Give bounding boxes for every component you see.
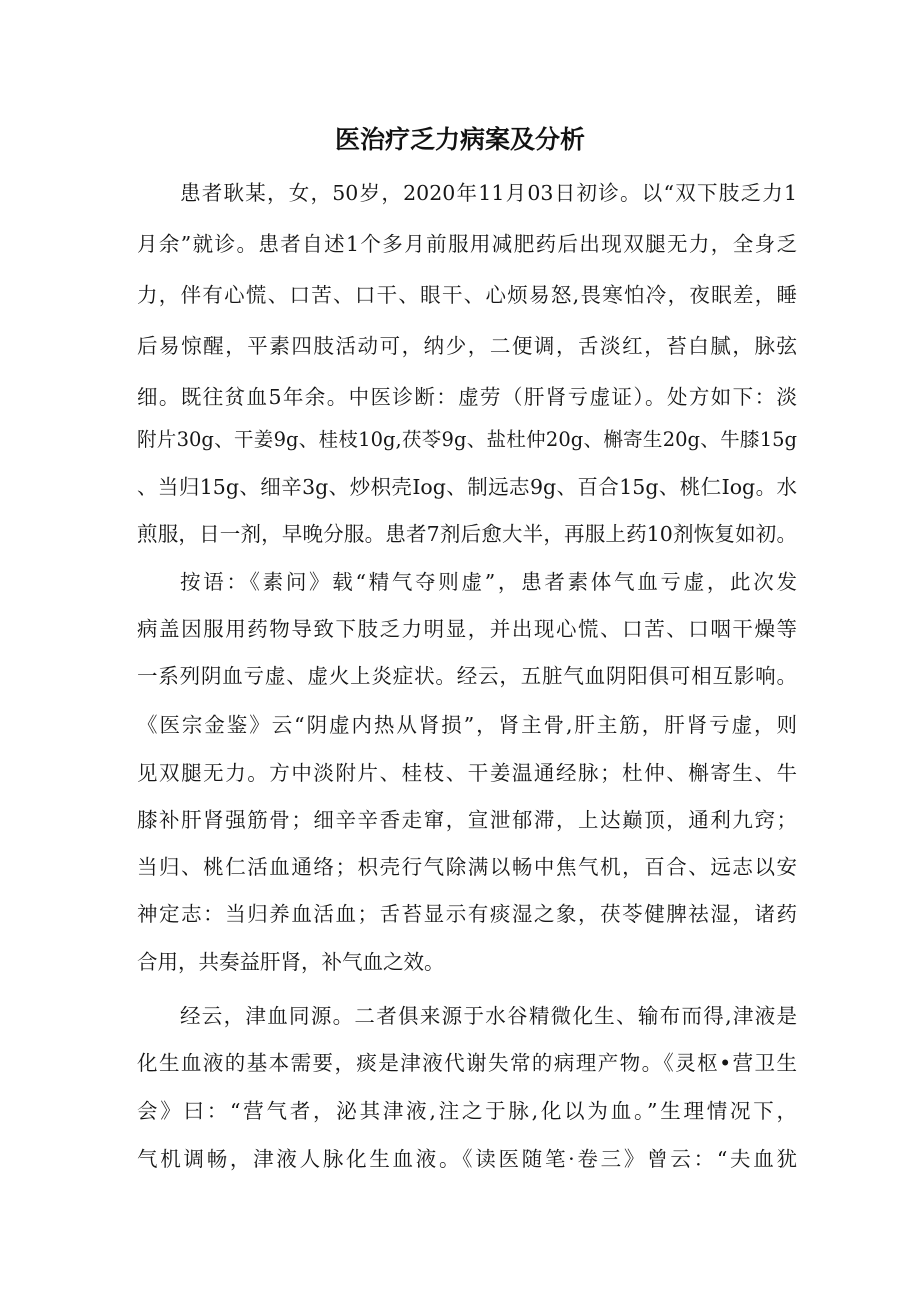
text-line: 化生血液的基本需要，痰是津液代谢失常的病理产物。《灵枢•营卫生 [137,1051,797,1075]
text-line: 后易惊醒，平素四肢活动可，纳少，二便调，舌淡红，苔白腻，脉弦 [137,334,797,358]
text-line: 见双腿无力。方中淡附片、桂枝、干姜温通经脉；杜仲、槲寄生、牛 [137,761,797,785]
text-line: 合用，共奏益肝肾，补气血之效。 [137,950,445,974]
text-line: 煎服，日一剂，早晚分服。患者7剂后愈大半，再服上药10剂恢复如初。 [137,522,797,546]
text-line: 神定志：当归养血活血；舌苔显示有痰湿之象，茯苓健脾祛湿，诸药 [137,902,797,926]
text-line: 细。既往贫血5年余。中医诊断：虚劳（肝肾亏虚证）。处方如下：淡 [137,385,797,409]
text-line: 膝补肝肾强筋骨；细辛辛香走窜，宣泄郁滞，上达巅顶，通利九窍； [137,808,797,832]
text-line: 按语：《素问》载“精气夺则虚”，患者素体气血亏虚，此次发 [180,570,797,594]
text-line: 经云，津血同源。二者俱来源于水谷精微化生、输布而得,津液是 [180,1004,797,1028]
text-line: 会》曰：“营气者，泌其津液,注之于脉,化以为血。”生理情况下， [137,1099,797,1123]
text-line: 病盖因服用药物导致下肢乏力明显，并出现心慌、口苦、口咽干燥等 [137,617,797,641]
text-line: 气机调畅，津液人脉化生血液。《读医随笔·卷三》曾云：“夫血犹 [137,1147,797,1171]
text-line: 一系列阴血亏虚、虚火上炎症状。经云，五脏气血阴阳俱可相互影响。 [137,664,797,688]
text-line: 月余”就诊。患者自述1个多月前服用减肥药后出现双腿无力，全身乏 [137,232,797,256]
document-title: 医治疗乏力病案及分析 [334,125,585,154]
text-line: 力，伴有心慌、口苦、口干、眼干、心烦易怒,畏寒怕冷，夜眠差，睡 [137,283,797,307]
text-line: 、当归15g、细辛3g、炒枳壳Iog、制远志9g、百合15g、桃仁Iog。水 [137,475,797,499]
text-line: 患者耿某，女，50岁，2020年11月03日初诊。以“双下肢乏力1 [180,181,797,205]
text-line: 当归、桃仁活血通络；枳壳行气除满以畅中焦气机，百合、远志以安 [137,855,797,879]
text-line: 《医宗金鉴》云“阴虚内热从肾损”，肾主骨,肝主筋，肝肾亏虚，则 [137,713,797,737]
text-line: 附片30g、干姜9g、桂枝10g,茯苓9g、盐杜仲20g、槲寄生20g、牛膝15g [137,428,797,451]
